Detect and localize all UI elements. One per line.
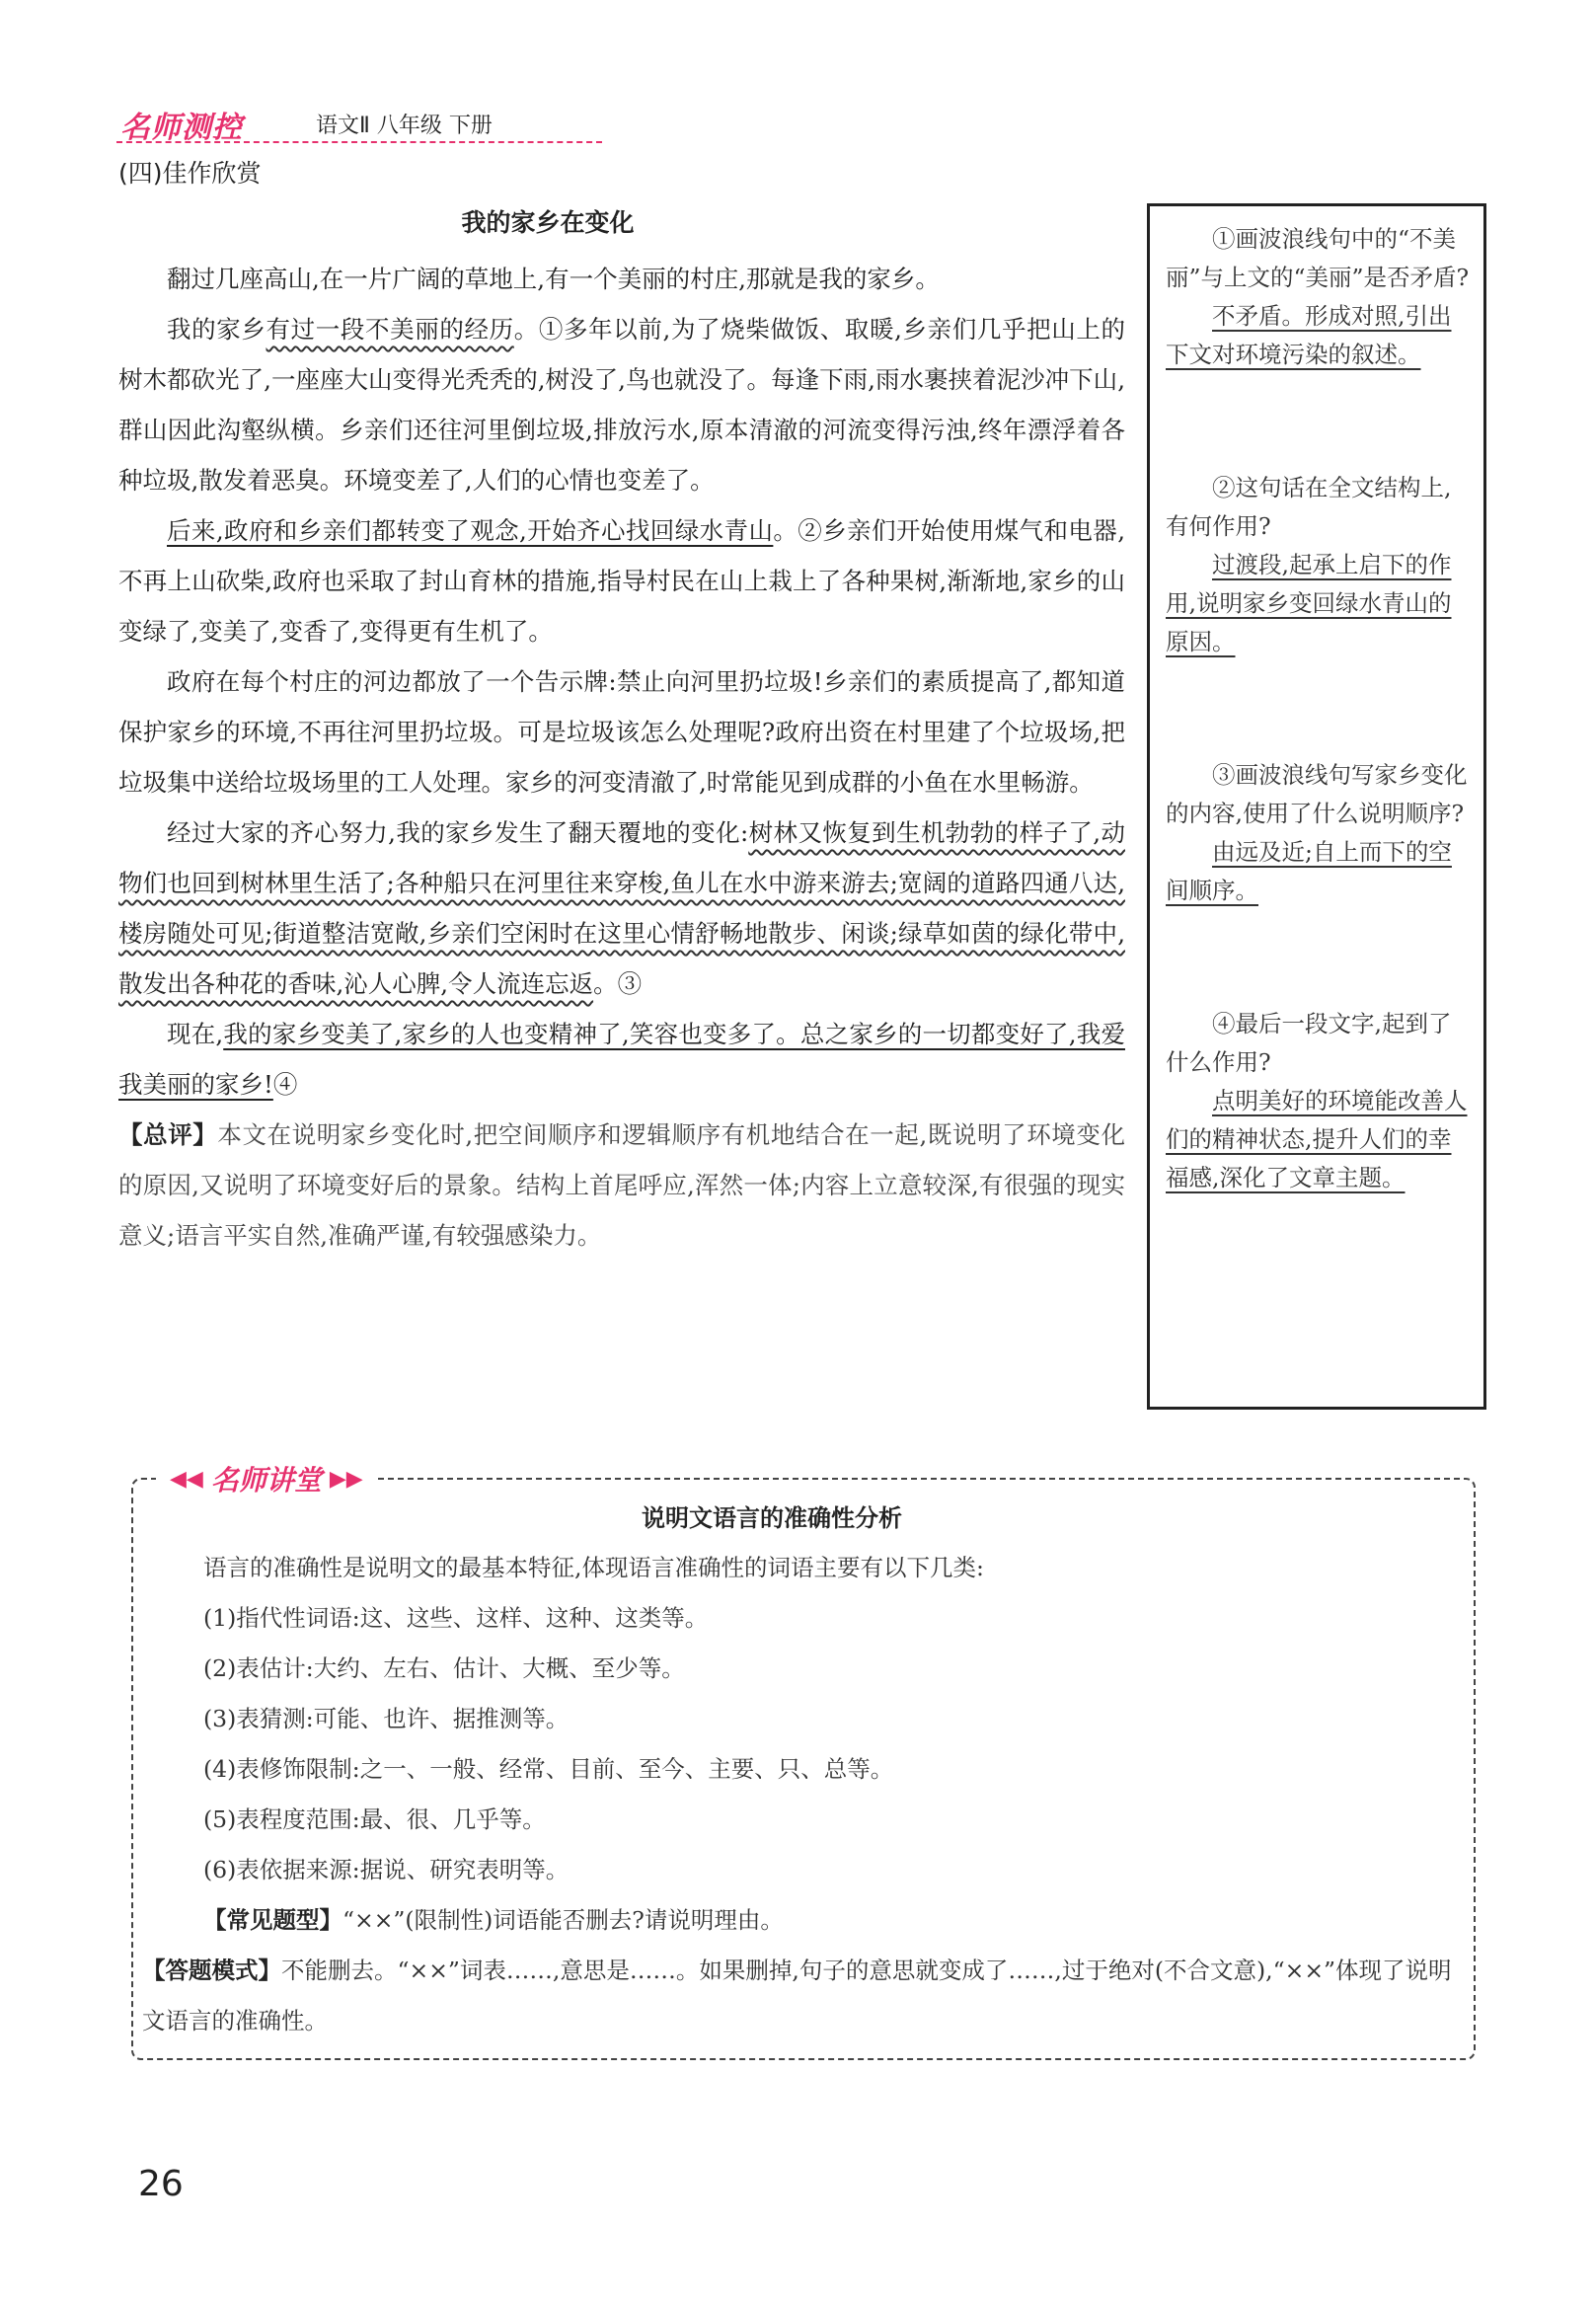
lecture-tab bbox=[156, 1459, 377, 1498]
article-paragraph-1: 翻过几座高山,在一片广阔的草地上,有一个美丽的村庄,那就是我的家乡。 bbox=[167, 265, 940, 293]
lecture-item: (5)表程度范围:最、很、几乎等。 bbox=[203, 1805, 546, 1833]
lecture-item: (1)指代性词语:这、这些、这样、这种、这类等。 bbox=[203, 1604, 709, 1632]
lecture-content bbox=[142, 1543, 1467, 2046]
article-title: 我的家乡在变化 bbox=[461, 208, 635, 237]
answer-3: 由远及近;自上而下的空间顺序。 bbox=[1166, 838, 1452, 904]
lecture-item: (2)表估计:大约、左右、估计、大概、至少等。 bbox=[203, 1654, 685, 1682]
book-subtitle: 语文Ⅱ 八年级 下册 bbox=[316, 114, 493, 138]
double-right-arrow-icon: ▶▶ bbox=[329, 1466, 363, 1492]
question-3: ③画波浪线句写家乡变化的内容,使用了什么说明顺序? bbox=[1166, 761, 1468, 827]
wavy-underline-text: 有过一段不美丽的经历 bbox=[266, 315, 514, 344]
question-2: ②这句话在全文结构上,有何作用? bbox=[1166, 474, 1452, 540]
section-heading: (四)佳作欣赏 bbox=[118, 159, 262, 188]
answer-2: 过渡段,起承上启下的作用,说明家乡变回绿水青山的原因。 bbox=[1166, 551, 1452, 655]
underlined-text: 后来,政府和乡亲们都转变了观念,开始齐心找回绿水青山 bbox=[167, 516, 774, 545]
page-number: 26 bbox=[138, 2164, 184, 2204]
lecture-item: (6)表依据来源:据说、研究表明等。 bbox=[203, 1856, 570, 1883]
article-paragraph-5: 经过大家的齐心努力,我的家乡发生了翻天覆地的变化:树林又恢复到生机勃勃的样子了,动物们也回到树林里生活了;各种船只在河里往来穿梭,鱼儿在水中游来游去;宽阔的道路四通八达,楼房随处可见;街道整洁宽敞,乡亲们空闲时在这里心情舒畅地散步、闲谈;绿草如茵的绿化带中,散发出各种花的香味,沁人心脾,令人流连忘返。③ bbox=[118, 818, 1125, 998]
answer-4: 点明美好的环境能改善人们的精神状态,提升人们的幸福感,深化了文章主题。 bbox=[1166, 1087, 1468, 1191]
lecture-item: (4)表修饰限制:之一、一般、经常、目前、至今、主要、只、总等。 bbox=[203, 1755, 894, 1783]
lecture-intro: 语言的准确性是说明文的最基本特征,体现语言准确性的词语主要有以下几类: bbox=[203, 1554, 984, 1581]
article-paragraph-3: 后来,政府和乡亲们都转变了观念,开始齐心找回绿水青山。②乡亲们开始使用煤气和电器,不再上山砍柴,政府也采取了封山育林的措施,指导村民在山上栽上了各种果树,渐渐地,家乡的山变绿了,变美了,变香了,变得更有生机了。 bbox=[118, 516, 1125, 646]
lecture-item: (3)表猜测:可能、也许、据推测等。 bbox=[203, 1705, 570, 1732]
double-left-arrow-icon: ◀◀ bbox=[170, 1466, 203, 1492]
lecture-title: 说明文语言的准确性分析 bbox=[642, 1504, 902, 1532]
brand-logo: 名师测控 bbox=[120, 111, 243, 145]
article bbox=[118, 197, 1125, 1261]
wavy-underline-text: 树林又恢复到生机勃勃的样子了,动物们也回到树林里生活了;各种船只在河里往来穿梭,鱼儿在水中游来游去;宽阔的道路四通八达,楼房随处可见;街道整洁宽敞,乡亲们空闲时在这里心情舒畅地散步、闲谈;绿草如茵的绿化带中,散发出各种花的香味,沁人心脾,令人流连忘返 bbox=[118, 818, 1125, 998]
header-divider bbox=[116, 141, 602, 143]
article-paragraph-6: 现在,我的家乡变美了,家乡的人也变精神了,笑容也变多了。总之家乡的一切都变好了,我爱我美丽的家乡!④ bbox=[118, 1020, 1125, 1099]
question-type: 【常见题型】“××”(限制性)词语能否删去?请说明理由。 bbox=[203, 1906, 784, 1934]
article-paragraph-2: 我的家乡有过一段不美丽的经历。①多年以前,为了烧柴做饭、取暖,乡亲们几乎把山上的树木都砍光了,一座座大山变得光秃秃的,树没了,鸟也就没了。每逢下雨,雨水裹挟着泥沙冲下山,群山因此沟壑纵横。乡亲们还往河里倒垃圾,排放污水,原本清澈的河流变得污浊,终年漂浮着各种垃圾,散发着恶臭。环境变差了,人们的心情也变差了。 bbox=[118, 315, 1126, 495]
underlined-text: 我的家乡变美了,家乡的人也变精神了,笑容也变多了。总之家乡的一切都变好了,我爱我美丽的家乡! bbox=[118, 1020, 1125, 1099]
question-4: ④最后一段文字,起到了什么作用? bbox=[1166, 1010, 1452, 1076]
question-1: ①画波浪线句中的“不美丽”与上文的“美丽”是否矛盾? bbox=[1166, 225, 1470, 291]
answer-model: 【答题模式】不能删去。“××”词表……,意思是……。如果删掉,句子的意思就变成了……,过于绝对(不合文意),“××”体现了说明文语言的准确性。 bbox=[142, 1957, 1452, 2034]
article-summary: 【总评】本文在说明家乡变化时,把空间顺序和逻辑顺序有机地结合在一起,既说明了环境变化的原因,又说明了环境变好后的景象。结构上首尾呼应,浑然一体;内容上立意较深,有很强的现实意义;语言平实自然,准确严谨,有较强感染力。 bbox=[118, 1120, 1126, 1250]
article-paragraph-4: 政府在每个村庄的河边都放了一个告示牌:禁止向河里扔垃圾!乡亲们的素质提高了,都知道保护家乡的环境,不再往河里扔垃圾。可是垃圾该怎么处理呢?政府出资在村里建了个垃圾场,把垃圾集中送给垃圾场里的工人处理。家乡的河变清澈了,时常能见到成群的小鱼在水里畅游。 bbox=[118, 667, 1125, 797]
annotation-box bbox=[1147, 203, 1486, 1410]
answer-1: 不矛盾。形成对照,引出下文对环境污染的叙述。 bbox=[1166, 302, 1452, 368]
lecture-tab-label: 名师讲堂 bbox=[210, 1464, 322, 1497]
